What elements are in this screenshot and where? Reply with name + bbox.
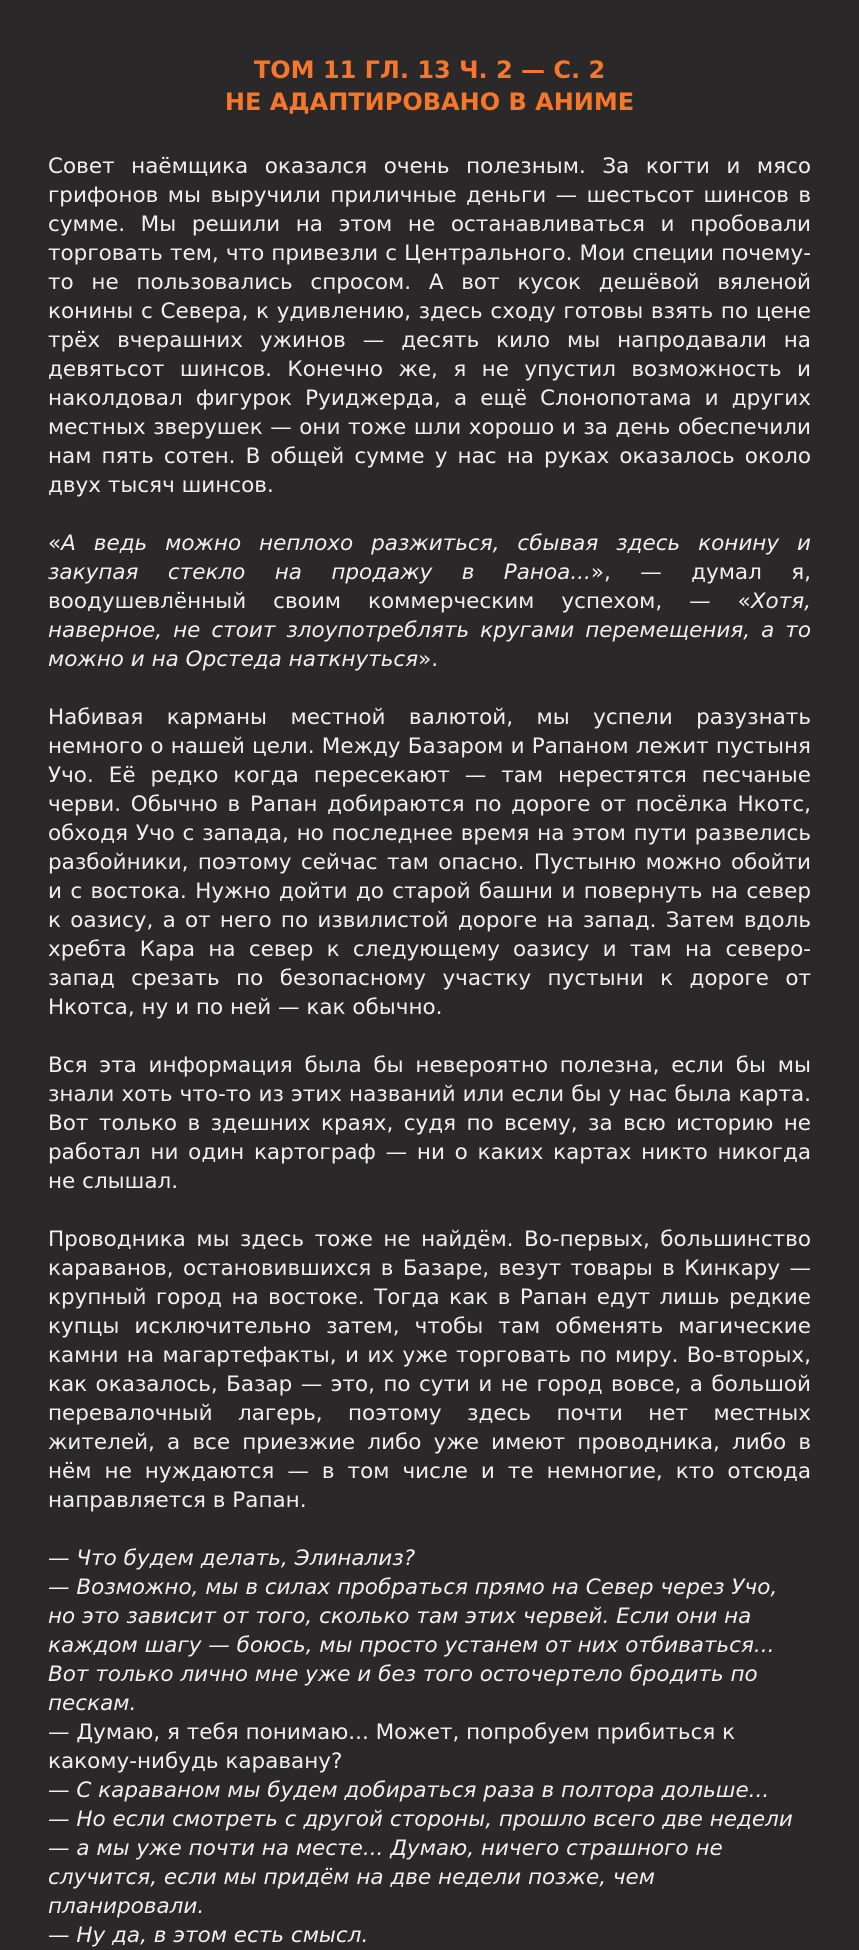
dialogue-line-1: — Что будем делать, Элинализ? (48, 1546, 416, 1571)
chapter-title-line-2: НЕ АДАПТИРОВАНО В АНИМЕ (224, 88, 635, 116)
quote-close: ». (418, 647, 439, 672)
dialogue-line-4: — С караваном мы будем добираться раза в полтора дольше... (48, 1778, 770, 1803)
paragraph-4: Вся эта информация была бы невероятно полезна, если бы мы знали хоть что-то из этих названий или если бы у нас была карта. Вот только в здешних краях, судя по всему, за всю историю не работал ни один картограф — ни о каких картах никто никогда не слышал. (48, 1053, 811, 1194)
dialogue-line-2: — Возможно, мы в силах пробраться прямо на Север через Учо, но это зависит от того, сколько там этих червей. Если они на каждом шагу — боюсь, мы просто устанем от них отбиваться... Вот только лично мне уже и без того осточертело бродить по пескам. (48, 1575, 778, 1716)
dialogue-line-6: — Ну да, в этом есть смысл. (48, 1923, 369, 1948)
thought-italic-2: Хотя, наверное, не стоит злоупотреблять кругами перемещения, а то можно и на Орстеда наткнуться (48, 589, 811, 672)
dialogue-line-5: — Но если смотреть с другой стороны, прошло всего две недели — а мы уже почти на месте... Думаю, ничего страшного не случится, если мы придём на две недели позже, чем планировали. (48, 1807, 793, 1919)
thought-italic-1: А ведь можно неплохо разжиться, сбывая здесь конину и закупая стекло на продажу в Раноа... (48, 531, 811, 585)
quote-open: « (48, 531, 62, 556)
paragraph-5: Проводника мы здесь тоже не найдём. Во-первых, большинство караванов, остановившихся в Базаре, везут товары в Кинкару — крупный город на востоке. Тогда как в Рапан едут лишь редкие купцы исключительно затем, чтобы там обменять магические камни на магартефакты, и их уже торговать по миру. Во-вторых, как оказалось, Базар — это, по сути и не город вовсе, а большой перевалочный лагерь, поэтому здесь почти нет местных жителей, а все приезжие либо уже имеют проводника, либо в нём не нуждаются — в том числе и те немногие, кто отсюда направляется в Рапан. (48, 1227, 811, 1513)
paragraph-1: Совет наёмщика оказался очень полезным. За когти и мясо грифонов мы выручили приличные деньги — шестьсот шинсов в сумме. Мы решили на этом не останавливаться и пробовали торговать тем, что привезли с Центрального. Мои специи почему-то не пользовались спросом. А вот кусок дешёвой вяленой конины с Севера, к удивлению, здесь сходу готовы взять по цене трёх вчерашних ужинов — десять кило мы напродавали на девятьсот шинсов. Конечно же, я не упустил возможность и наколдовал фигурок Руиджерда, а ещё Слонопотама и других местных зверушек — они тоже шли хорошо и за день обеспечили нам пять сотен. В общей сумме у нас на руках оказалось около двух тысяч шинсов. (48, 154, 811, 498)
dialogue-line-3: — Думаю, я тебя понимаю... Может, попробуем прибиться к какому-нибудь каравану? (48, 1720, 736, 1774)
dialogue-block (48, 1544, 811, 1950)
paragraph-2 (48, 529, 811, 674)
narration-mid: », — думал я, воодушевлённый своим коммерческим успехом, — « (48, 560, 811, 614)
chapter-title (48, 54, 811, 118)
chapter-title-line-1: ТОМ 11 ГЛ. 13 Ч. 2 — С. 2 (253, 56, 606, 84)
paragraph-3: Набивая карманы местной валютой, мы успели разузнать немного о нашей цели. Между Базаром и Рапаном лежит пустыня Учо. Её редко когда пересекают — там нерестятся песчаные черви. Обычно в Рапан добираются по дороге от посёлка Нкотс, обходя Учо с запада, но последнее время на этом пути развелись разбойники, поэтому сейчас там опасно. Пустыню можно обойти и с востока. Нужно дойти до старой башни и повернуть на север к оазису, а от него по извилистой дороге на запад. Затем вдоль хребта Кара на север к следующему оазису и там на северо-запад срезать по безопасному участку пустыни к дороге от Нкотса, ну и по ней — как обычно. (48, 705, 811, 1020)
